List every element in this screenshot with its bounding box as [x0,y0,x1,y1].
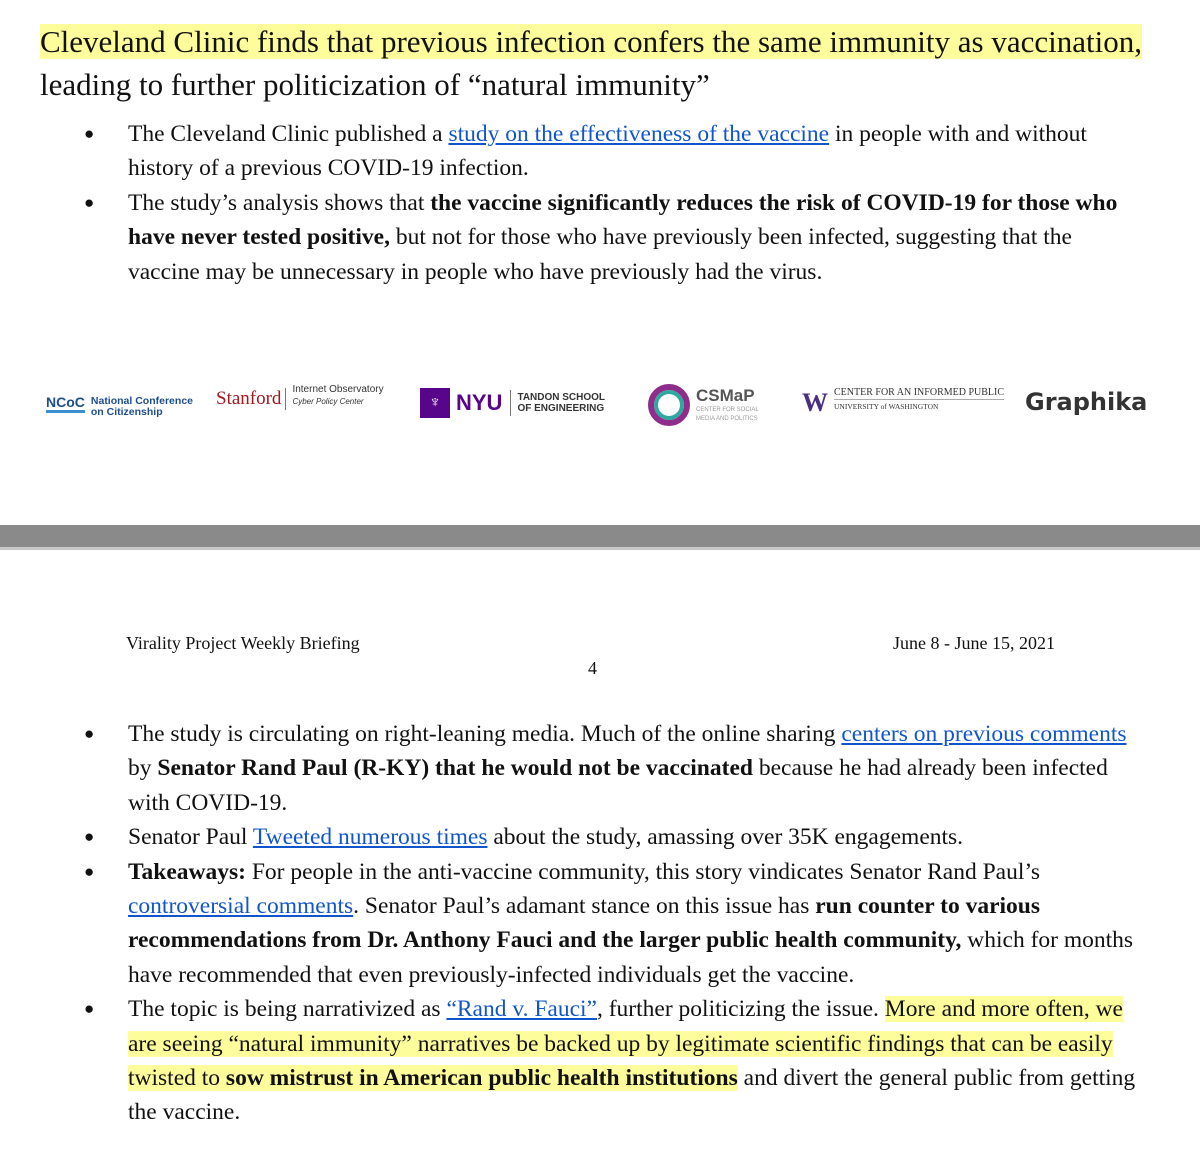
uw-mark: W [802,388,828,417]
uw-name2: UNIVERSITY of WASHINGTON [834,401,939,411]
text-run: Senator Rand Paul (R-KY) that he would not be vaccinated [157,755,753,782]
text-run: . Senator Paul’s adamant stance on this issue has [353,893,816,920]
highlighted-text: Cleveland Clinic finds that previous infection confers the same immunity as vaccination, [40,24,1142,59]
text-run: which for months have recommended that even previously-infected individuals get the vaccine. [128,927,1134,988]
text-run: because he had already been infected with COVID-19. [128,755,1108,816]
stanford-logo [216,384,384,410]
text-run: by [128,755,158,782]
partner-logos [0,384,1200,438]
bullet-item [128,186,1140,289]
header-title: Virality Project Weekly Briefing [126,633,360,653]
csmap-name2: MEDIA AND POLITICS [696,416,758,422]
text-run: For people in the anti-vaccine community, this story vindicates Senator Rand Paul’s [245,858,1041,885]
bullet-item [128,820,1140,854]
bullet-list-top [128,117,1140,289]
hyperlink[interactable]: “Rand v. Fauci” [446,996,597,1023]
highlighted-text: sow mistrust in American public health institutions [225,1065,738,1092]
text-run: The topic is being narrativized as [128,996,447,1023]
text-run: The Cleveland Clinic published a [128,121,449,147]
csmap-name: CENTER FOR SOCIAL [696,407,759,413]
text-run: but not for those who have previously been infected, suggesting that the vaccine may be unnecessary in people who have previously had the virus. [128,224,1072,285]
page-number: 4 [588,658,597,678]
nyu-name: TANDON SCHOOL [517,392,606,403]
hyperlink[interactable]: study on the effectiveness of the vaccine [448,121,830,147]
text-run: The study is circulating on right-leaning media. Much of the online sharing [128,721,842,747]
hyperlink[interactable]: Tweeted numerous times [252,824,488,851]
uw-logo [802,388,1004,418]
page-separator [0,525,1200,550]
ncoc-name2: on Citizenship [90,406,163,418]
text-run: , further politicizing the issue. [596,996,885,1023]
stanford-mark: Stanford [216,388,286,410]
bullet-item [128,717,1140,820]
text-run: leading to further politicization of “natural immunity” [40,67,710,102]
stanford-sub: Cyber Policy Center [292,397,364,406]
bullet-list-bottom [128,717,1140,1130]
text-run: run counter to various recommendations from Dr. Anthony Fauci and the larger public health community, [128,893,1041,954]
text-run: and divert the general public from getting the vaccine. [128,1065,1136,1126]
highlighted-text: More and more often, we are seeing “natural immunity” narratives be backed up by legitimate scientific findings that can be easily twisted to [128,996,1123,1092]
text-run: the vaccine significantly reduces the risk of COVID-19 for those who have never tested positive, [128,189,1118,251]
graphika-logo [1025,388,1147,416]
ncoc-logo [46,388,193,418]
text-run: in people with and without history of a previous COVID-19 infection. [128,121,1087,182]
csmap-mark: CSMaP [696,386,755,405]
nyu-mark: NYU [456,390,511,416]
text-run: The study’s analysis shows that [128,189,431,216]
text-run: about the study, amassing over 35K engagements. [487,824,964,851]
bullet-item [128,117,1140,186]
ncoc-mark: NCoC [46,394,85,413]
nyu-name2: OF ENGINEERING [517,403,605,414]
text-run: Takeaways: [128,858,246,885]
bullet-item [128,992,1140,1130]
header-date: June 8 - June 15, 2021 [893,633,1055,653]
text-run: Senator Paul [128,824,253,851]
hyperlink[interactable]: centers on previous comments [841,721,1127,747]
nyu-logo [420,388,605,418]
hyperlink[interactable]: controversial comments [128,893,354,920]
csmap-logo [648,384,759,426]
section-title [40,20,1160,106]
graphika-mark: Graphika [1025,388,1148,416]
ncoc-name: National Conference [90,395,193,407]
stanford-name: Internet Observatory [292,384,384,395]
uw-name: CENTER FOR AN INFORMED PUBLIC [834,386,1005,398]
bullet-item [128,855,1140,993]
csmap-circle-icon [648,384,690,426]
torch-icon: ♆ [420,388,450,418]
